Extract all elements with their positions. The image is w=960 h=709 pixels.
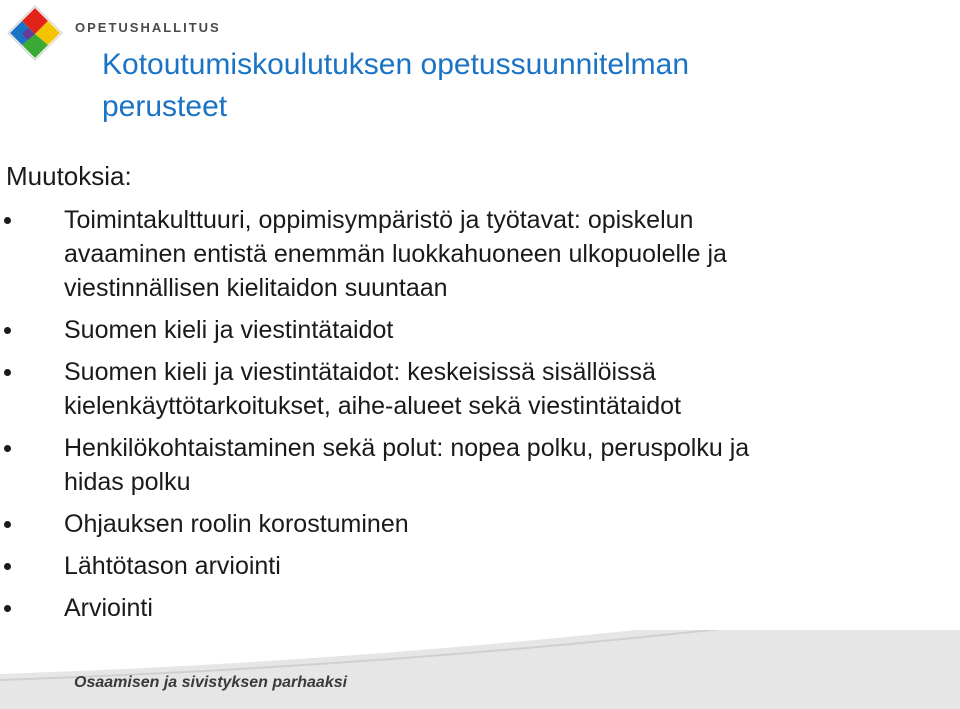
bullet-line: Arviointi [64, 594, 153, 622]
title-line-2: perusteet [102, 90, 228, 123]
footer-slogan: Osaamisen ja sivistyksen parhaaksi [74, 674, 348, 691]
bullet-item [0, 507, 920, 541]
bullet-line: Henkilökohtaistaminen sekä polut: nopea polku, peruspolku ja [64, 434, 750, 462]
bullet-dot-icon [4, 521, 11, 528]
bullet-list [0, 203, 920, 633]
bullet-item [0, 203, 920, 305]
bullet-item [0, 313, 920, 347]
bullet-line: viestinnällisen kielitaidon suuntaan [64, 274, 448, 302]
bullet-dot-icon [4, 563, 11, 570]
opetushallitus-logo-icon [6, 4, 64, 62]
bullet-item [0, 355, 920, 423]
bullet-line: Ohjauksen roolin korostuminen [64, 510, 409, 538]
bullet-line: Lähtötason arviointi [64, 552, 281, 580]
bullet-line: Suomen kieli ja viestintätaidot [64, 316, 394, 344]
bullet-line: kielenkäyttötarkoitukset, aihe-alueet sekä viestintätaidot [64, 392, 682, 420]
bullet-line: Toimintakulttuuri, oppimisympäristö ja työtavat: opiskelun [64, 206, 694, 234]
bullet-item [0, 431, 920, 499]
bullet-dot-icon [4, 445, 11, 452]
bullet-dot-icon [4, 217, 11, 224]
slide-title [102, 44, 922, 128]
bullet-item [0, 591, 920, 625]
bullet-item [0, 549, 920, 583]
org-name: OPETUSHALLITUS [75, 20, 221, 35]
bullet-dot-icon [4, 327, 11, 334]
title-line-1: Kotoutumiskoulutuksen opetussuunnitelman [102, 48, 690, 81]
bullet-dot-icon [4, 605, 11, 612]
bullet-line: avaaminen entistä enemmän luokkahuoneen ulkopuolelle ja [64, 240, 727, 268]
bullet-line: Suomen kieli ja viestintätaidot: keskeisissä sisällöissä [64, 358, 656, 386]
bullet-line: hidas polku [64, 468, 191, 496]
footer-swoosh [0, 630, 960, 709]
intro-label: Muutoksia: [6, 161, 132, 191]
bullet-dot-icon [4, 369, 11, 376]
